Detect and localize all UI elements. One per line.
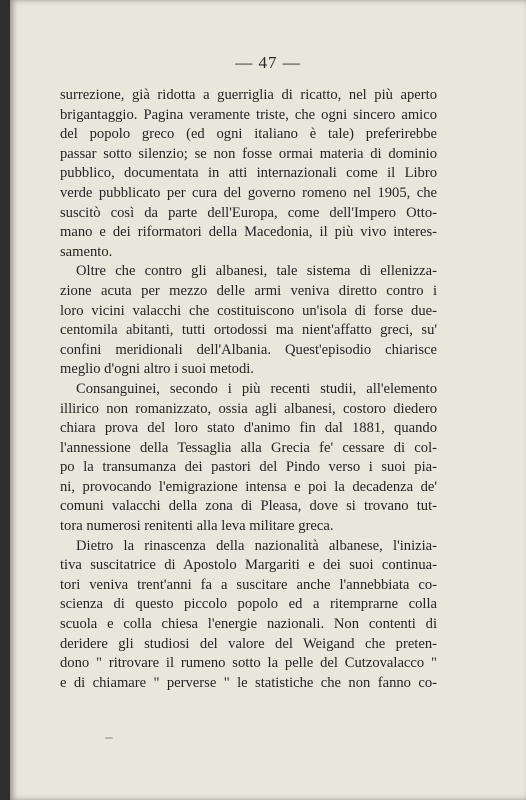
- text-line: Oltre che contro gli albanesi, tale sistema di ellenizza-: [76, 263, 437, 280]
- text-line: passar sotto silenzio; se non fosse ormai materia di dominio: [60, 145, 437, 162]
- text-line: e di chiamare " perverse " le statistiche che non fanno co-: [60, 674, 437, 691]
- text-line: chiara prova del loro stato d'animo fin dal 1881, quando: [60, 420, 437, 437]
- text-line: dono " ritrovare il rumeno sotto la pelle del Cutzovalacco ": [60, 655, 437, 672]
- text-line: Dietro la rinascenza della nazionalità albanese, l'inizia-: [76, 537, 437, 554]
- text-line: suscitò così da parte dell'Europa, come dell'Impero Otto-: [60, 204, 437, 221]
- text-line: po la transumanza dei pastori del Pindo verso i suoi pia-: [60, 459, 437, 476]
- text-line: comuni valacchi della zona di Pleasa, dove si trovano tut-: [60, 498, 437, 515]
- page-number: — 47 —: [235, 53, 301, 72]
- text-line: tiva suscitatrice di Apostolo Margariti e dei suoi continua-: [60, 557, 437, 574]
- text-line: confini meridionali dell'Albania. Quest'episodio chiarisce: [60, 341, 437, 358]
- text-line: loro vicini valacchi che costituiscono un'isola di forse due-: [60, 302, 437, 319]
- text-line: ni, provocando l'emigrazione intensa e poi la decadenza de': [60, 478, 437, 495]
- text-line: mano e dei riformatori della Macedonia, il più vivo interes-: [60, 224, 437, 241]
- text-line: deridere gli studiosi del valore del Weigand che preten-: [60, 635, 437, 652]
- text-line: verde pubblicato per cura del governo romeno nel 1905, che: [60, 184, 437, 201]
- text-line: scuola e colla chiesa l'energie nazionali. Non contenti di: [60, 616, 437, 633]
- text-line: centomila abitanti, tutti ortodossi ma nient'affatto greci, su': [60, 322, 437, 339]
- book-page: [10, 0, 526, 800]
- text-line: illirico non romanizzato, ossia agli albanesi, costoro diedero: [60, 400, 437, 417]
- text-line: meglio d'ogni altro i suoi metodi.: [60, 361, 254, 378]
- text-line: del popolo greco (ed ogni italiano è tale) preferirebbe: [60, 126, 437, 143]
- text-line: pubblico, documentata in atti internazionali come il Libro: [60, 165, 437, 182]
- text-line: zione acuta per mezzo delle armi veniva diretto contro i: [60, 282, 437, 299]
- text-line: l'annessione della Tessaglia alla Grecia fe' cessare di col-: [60, 439, 437, 456]
- text-line: Consanguinei, secondo i più recenti studii, all'elemento: [76, 380, 437, 397]
- text-line: samento.: [60, 243, 113, 260]
- text-line: brigantaggio. Pagina veramente triste, che ogni sincero amico: [60, 106, 437, 123]
- paper-blemish: [105, 737, 113, 739]
- text-line: tori veniva trent'anni fa a suscitare anche l'annebbiata co-: [60, 576, 437, 593]
- text-line: surrezione, già ridotta a guerriglia di ricatto, nel più aperto: [60, 87, 437, 103]
- body-text: [60, 86, 437, 693]
- text-line: tora numerosi renitenti alla leva militare greca.: [60, 518, 334, 535]
- text-line: scienza di questo piccolo popolo ed a ritemprarne colla: [60, 596, 437, 613]
